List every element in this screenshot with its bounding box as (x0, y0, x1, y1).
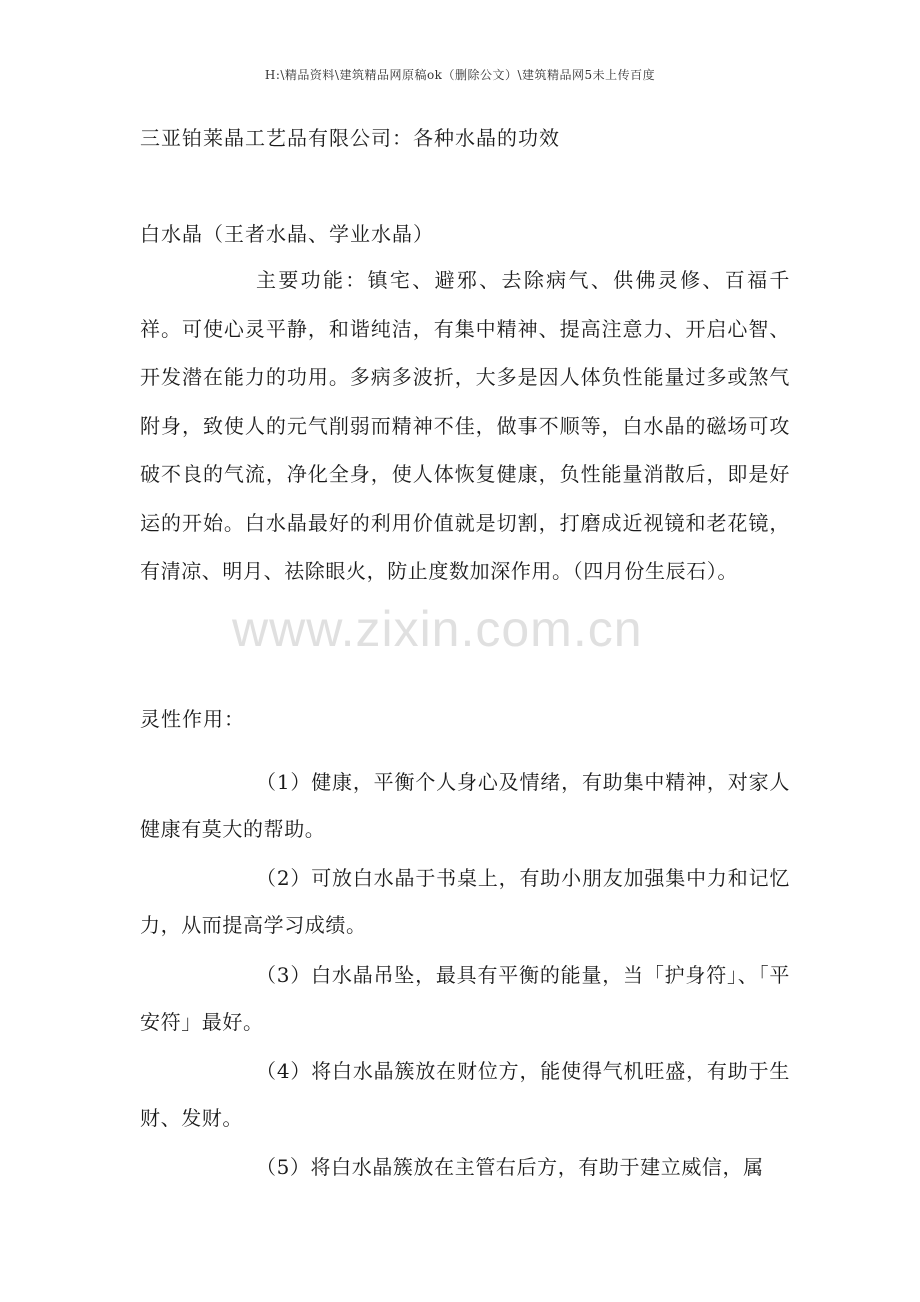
list-item-2: （2）可放白水晶于书桌上，有助小朋友加强集中力和记忆力，从而提高学习成绩。 (140, 866, 790, 937)
watermark-text: www.zixin.com.cn (232, 601, 643, 657)
section-body-main-functions: 主要功能：镇宅、避邪、去除病气、供佛灵修、百福千祥。可使心灵平静，和谐纯洁，有集中精神、提高注意力、开启心智、开发潜在能力的功用。多病多波折，大多是因人体负性能量过多或煞气附身，致使人的元气削弱而精神不佳，做事不顺等，白水晶的磁场可攻破不良的气流，净化全身，使人体恢复健康，负性能量消散后，即是好运的开始。白水晶最好的利用价值就是切割，打磨成近视镜和老花镜，有清凉、明月、祛除眼火，防止度数加深作用。（四月份生辰石）。 (140, 268, 790, 583)
section-heading-white-crystal: 白水晶（王者水晶、学业水晶） (140, 222, 434, 246)
list-item-1: （1）健康，平衡个人身心及情绪，有助集中精神，对家人健康有莫大的帮助。 (140, 770, 790, 841)
section-heading-spiritual-effects: 灵性作用： (140, 707, 245, 731)
document-title: 三亚铂莱晶工艺品有限公司：各种水晶的功效 (140, 126, 560, 150)
list-item-5: （5）将白水晶簇放在主管右后方，有助于建立威信，属 (256, 1155, 764, 1179)
list-item-4: （4）将白水晶簇放在财位方，能使得气机旺盛，有助于生财、发财。 (140, 1059, 790, 1130)
list-item-3: （3）白水晶吊坠，最具有平衡的能量，当「护身符」、「平安符」最好。 (140, 963, 790, 1034)
header-file-path: H:\精品资料\建筑精品网原稿ok（删除公文）\建筑精品网5未上传百度 (264, 68, 656, 82)
